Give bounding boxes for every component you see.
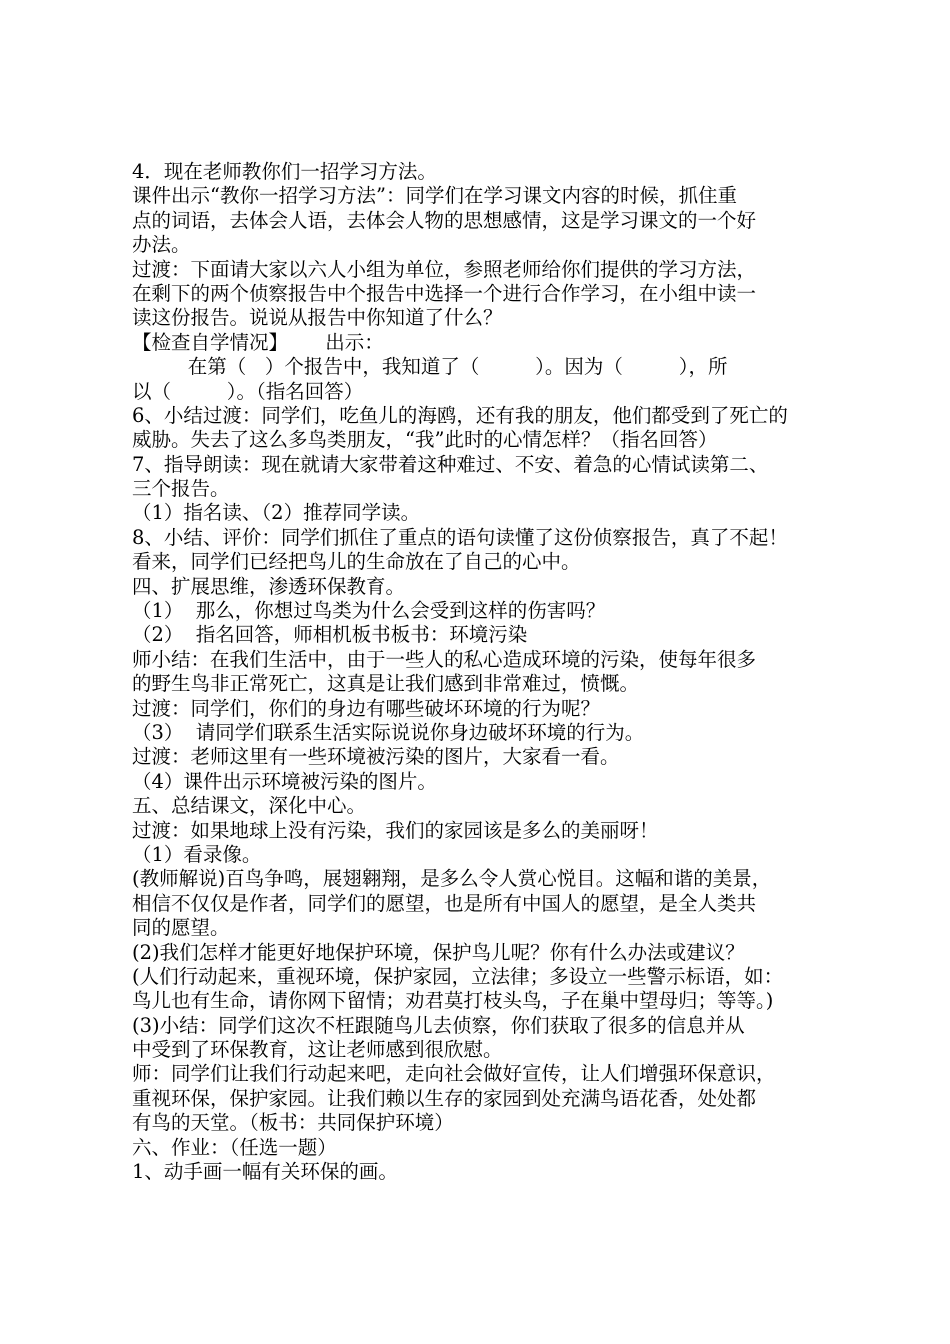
text-line: 读这份报告。说说从报告中你知道了什么？ bbox=[132, 306, 503, 330]
text-line: （2） 指名回答，师相机板书板书：环境污染 bbox=[132, 623, 528, 647]
text-line: 同的愿望。 bbox=[132, 916, 230, 940]
text-line: 的野生鸟非正常死亡，这真是让我们感到非常难过，愤慨。 bbox=[132, 672, 640, 696]
text-line: 过渡：同学们，你们的身边有哪些破坏环境的行为呢？ bbox=[132, 696, 601, 720]
text-line: （1） 那么，你想过鸟类为什么会受到这样的伤害吗？ bbox=[132, 599, 606, 623]
text-line: 看来，同学们已经把鸟儿的生命放在了自己的心中。 bbox=[132, 550, 581, 574]
text-line: (2)我们怎样才能更好地保护环境，保护鸟儿呢？你有什么办法或建议？ bbox=[132, 940, 745, 964]
text-line: （4）课件出示环境被污染的图片。 bbox=[132, 769, 437, 793]
text-line: 在剩下的两个侦察报告中个报告中选择一个进行合作学习，在小组中读一 bbox=[132, 281, 757, 305]
text-line: 7、指导朗读：现在就请大家带着这种难过、不安、着急的心情试读第二、 bbox=[132, 452, 769, 476]
document-body bbox=[132, 160, 837, 1184]
text-line: 师小结：在我们生活中，由于一些人的私心造成环境的污染，使每年很多 bbox=[132, 647, 757, 671]
text-line: 相信不仅仅是作者，同学们的愿望，也是所有中国人的愿望，是全人类共 bbox=[132, 891, 757, 915]
text-line: 过渡：如果地球上没有污染，我们的家园该是多么的美丽呀！ bbox=[132, 818, 659, 842]
text-line: 重视环保，保护家园。让我们赖以生存的家园到处充满鸟语花香，处处都 bbox=[132, 1086, 757, 1110]
text-line: 点的词语，去体会人语，去体会人物的思想感情，这是学习课文的一个好 bbox=[132, 208, 757, 232]
text-line: 办法。 bbox=[132, 233, 191, 257]
section-heading: 四、扩展思维，渗透环保教育。 bbox=[132, 574, 406, 598]
text-line: （3） 请同学们联系生活实际说说你身边破坏环境的行为。 bbox=[132, 720, 645, 744]
text-line: 三个报告。 bbox=[132, 477, 230, 501]
text-line: （1）指名读、（2）推荐同学读。 bbox=[132, 501, 421, 525]
text-line: 课件出示“教你一招学习方法”：同学们在学习课文内容的时候，抓住重 bbox=[132, 184, 737, 208]
text-line: 过渡：下面请大家以六人小组为单位，参照老师给你们提供的学习方法， bbox=[132, 257, 757, 281]
text-line: (3)小结：同学们这次不枉跟随鸟儿去侦察，你们获取了很多的信息并从 bbox=[132, 1013, 745, 1037]
section-heading: 【检查自学情况】 出示： bbox=[132, 330, 384, 354]
text-line: (人们行动起来，重视环境，保护家园，立法律；多设立一些警示标语，如： bbox=[132, 964, 784, 988]
text-line: (教师解说)百鸟争鸣，展翅翱翔，是多么令人赏心悦目。这幅和谐的美景， bbox=[132, 867, 772, 891]
text-line: 8、小结、评价：同学们抓住了重点的语句读懂了这份侦察报告，真了不起！ bbox=[132, 525, 788, 549]
text-line: 4．现在老师教你们一招学习方法。 bbox=[132, 160, 437, 183]
text-line: 过渡：老师这里有一些环境被污染的图片，大家看一看。 bbox=[132, 745, 620, 769]
text-line: 6、小结过渡：同学们，吃鱼儿的海鸥，还有我的朋友，他们都受到了死亡的 bbox=[132, 403, 788, 427]
text-line: 有鸟的天堂。（板书：共同保护环境） bbox=[132, 1111, 454, 1135]
text-line: 师：同学们让我们行动起来吧，走向社会做好宣传，让人们增强环保意识， bbox=[132, 1062, 776, 1086]
text-line: 威胁。失去了这么多鸟类朋友，“我”此时的心情怎样？（指名回答） bbox=[132, 428, 718, 452]
fill-in-template: 在第（ ）个报告中，我知道了（ ）。因为（ ），所 bbox=[132, 355, 728, 379]
section-heading: 五、总结课文，深化中心。 bbox=[132, 794, 367, 818]
text-line: 鸟儿也有生命，请你网下留情；劝君莫打枝头鸟，子在巢中望母归；等等。) bbox=[132, 989, 774, 1013]
fill-in-template: 以（ ）。（指名回答） bbox=[132, 379, 364, 403]
section-heading: 六、作业：（任选一题） bbox=[132, 1135, 337, 1159]
text-line: （1）看录像。 bbox=[132, 842, 262, 866]
text-line: 1、动手画一幅有关环保的画。 bbox=[132, 1160, 398, 1184]
text-line: 中受到了环保教育，这让老师感到很欣慰。 bbox=[132, 1038, 503, 1062]
